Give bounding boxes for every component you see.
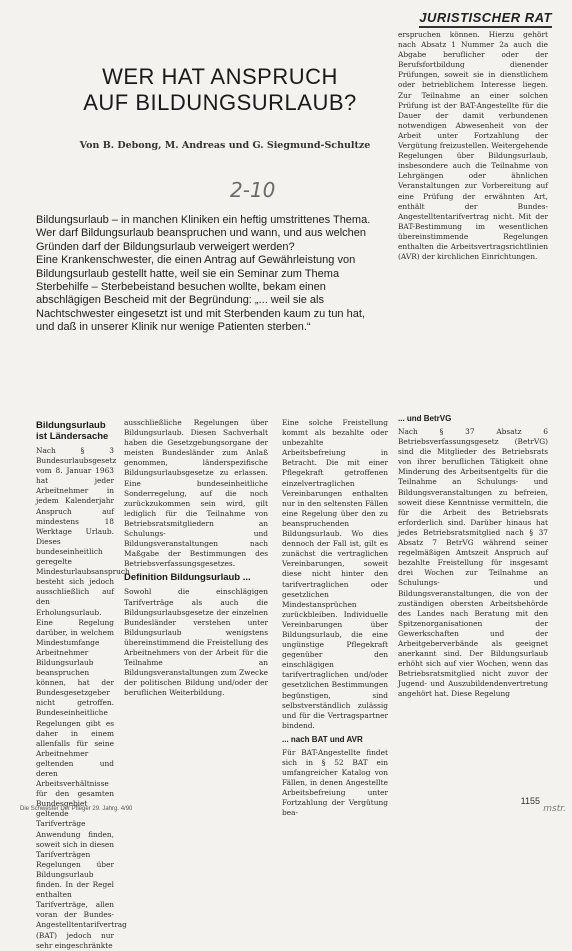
column-3: [282, 418, 388, 818]
article-authors: Von B. Debong, M. Andreas und G. Siegmund-Schultze: [79, 140, 371, 151]
article-title-line-2: AUF BILDUNGSURLAUB?: [83, 90, 357, 115]
article-lead: [36, 214, 384, 335]
subheading-bat-avr: ... nach BAT und AVR: [282, 734, 363, 744]
lead-intro: Bildungsurlaub – in manchen Kliniken ein heftig umstrittenes Thema. Wer darf Bildungsurlaub beanspruchen und wann, und aus welchen Gründen darf der Bildungsurlaub verweigert werden?: [36, 214, 371, 253]
article-title: [60, 64, 380, 116]
subheading-betrvg: ... und BetrVG: [398, 414, 452, 423]
lead-body: Eine Krankenschwester, die einen Antrag auf Gewährleistung von Bildungsurlaub gestellt hatte, weil sie ein Seminar zum Thema Sterbehilfe – Sterbebeistand besuchen wollte, bekam einen abschlägigen Bescheid mit der Begründung: „... weil sie als Nachtschwester eingesetzt ist und mit Sterbenden kaum zu tun hat, und daß in unserer Klinik nur wenige Patienten sterben.“: [36, 254, 365, 334]
subheading-definition: Definition Bildungsurlaub ...: [124, 572, 251, 584]
right-column-bottom: [398, 410, 548, 805]
page-number: 1155: [520, 796, 540, 806]
footer-source: Die Schwester Der Pfleger 29. Jahrg. 4/90: [20, 806, 133, 812]
column-2-text-a: ausschließliche Regelungen über Bildungsurlaub. Diesen Sachverhalt haben die Gesetzgebungsorgane der meisten Bundesländer zum Anlaß genommen, länderspezifische Bildungsurlaubsgesetze zu erlassen. Eine bundeseinheitliche Sonderregelung, auf die noch zurückzukommen sein wird, gilt lediglich für die Teilnahme von Betriebsratsmitgliedern an Schulungs- und Bildungsveranstaltungen nach Maßgabe der Bestimmungen des Betriebsverfassungsgesetzes.: [124, 418, 268, 569]
right-column-bottom-text: Nach § 37 Absatz 6 Betriebsverfassungsgesetz (BetrVG) sind die Mitglieder des Betriebsrats von ihrer beruflichen Tätigkeit ohne Minderung des Arbeitsentgelts für die Teilnahme an Schulungs- und Bildungsveranstaltungen zu befreien, soweit diese Kenntnisse vermitteln, die für die Arbeit des Betriebsrats erforderlich sind. Darüber hinaus hat jedes Betriebsratsmitglied nach § 37 Absatz 7 BetrVG während seiner regelmäßigen Amtszeit Anspruch auf bezahlte Freistellung für insgesamt drei Wochen zur Teilnahme an Schulungs- und Bildungsveranstaltungen, die von der zuständigen obersten Arbeitsbehörde des Landes nach Beratung mit den Spitzenorganisationen der Gewerkschaften und der Arbeitgeberverbände als geeignet anerkannt sind. Der Bildungsurlaub erhöht sich auf vier Wochen, wenn das Betriebsratsmitglied nicht zuvor der Jugend- und Auszubildendenvertretung angehört hat. Diese Regelung: [398, 427, 548, 699]
section-rubric: JURISTISCHER RAT: [419, 10, 552, 28]
handwritten-note: 2-10: [230, 178, 276, 202]
column-2-text-b: Sowohl die einschlägigen Tarifverträge als auch die Bildungsurlaubsgesetze der einzelnen Bundesländer verstehen unter Bildungsurlaub wenigstens übereinstimmend die Freistellung des Arbeitnehmers von der Arbeit für die Teilnahme an Bildungsveranstaltungen zum Zwecke der politischen Bildung und/oder der beruflichen Weiterbildung.: [124, 587, 268, 698]
column-3-text-a: Eine solche Freistellung kommt als bezahlte oder unbezahlte Arbeitsbefreiung in Betracht. Die mit einer Pflegekraft getroffenen einzelvertraglichen Vereinbarungen enthalten nur in den seltensten Fällen eine Regelung über den zu beanspruchenden Bildungsurlaub. Wo dies dennoch der Fall ist, gilt es zunächst die vertraglichen Vereinbarungen, soweit diese nicht hinter den tarifvertraglichen oder gesetzlichen Mindestansprüchen zurückbleiben. Individuelle Vereinbarungen über Bildungsurlaub, die eine ungünstige Pflegekraft gegenüber den einschlägigen tarifvertraglichen und/oder gesetzlichen Bestimmungen begünstigen, sind selbstverständlich zulässig und für die Vertragspartner bindend.: [282, 418, 388, 730]
column-3-text-b: Für BAT-Angestellte findet sich in § 52 BAT ein umfangreicher Katalog von Fällen, in denen Angestellte Arbeitsbefreiung unter Fortzahlung der Vergütung bea-: [282, 747, 388, 818]
right-column-top-text: erspruchen können. Hierzu gehört nach Absatz 1 Nummer 2a auch die Abgabe beruflicher oder der Berufsfortbildung dienender Prüfungen, soweit sie in dienstlichem oder betrieblichem Interesse liegen. Zur Teilnahme an einer solchen Prüfung ist der BAT-Angestellte für die Dauer der damit verbundenen notwendigen Abwesenheit von der Arbeit unter Fortzahlung der Vergütung freizustellen. Weitergehende Regelungen über Bildungsurlaub, insbesondere auch die Teilnahme von Lehrgängen oder ähnlichen Veranstaltungen zur Vorbereitung auf eine Prüfung der erwähnten Art, enthält der Bundes-Angestelltentarifvertrag nicht. Mit der BAT-Bestimmung im wesentlichen übereinstimmende Regelungen enthalten die Arbeitsvertragsrichtlinien (AVR) der kirchlichen Einrichtungen.: [398, 30, 548, 262]
margin-scribble: mstr.: [543, 804, 566, 814]
subheading-laendersache: Bildungsurlaub ist Ländersache: [36, 420, 109, 442]
column-2: [124, 418, 268, 806]
column-1-text: Nach § 3 Bundesurlaubsgesetz vom 8. Januar 1963 hat jeder Arbeitnehmer in jedem Kalenderjahr Anspruch auf mindestens 18 Werktage Urlaub. Dieses bundeseinheitlich geregelte Mindesturlaubsanspruch besteht sich jedoch ausschließlich auf den Erholungsurlaub. Eine Regelung darüber, in welchem Mindestumfange Arbeitnehmer Bildungsurlaub beanspruchen können, hat der Bundesgesetzgeber nicht getroffen. Bundeseinheitliche Regelungen gibt es daher in einem allenfalls für seine Arbeitnehmer geltenden und deren Arbeitsverhältnisse für den gesamten Bundesgebiet geltende Tarifverträge Anwendung finden, soweit sich in diesen Tarifverträgen Regelungen über Bildungsurlaub finden. In der Regel enthalten Tarifverträge, allen voran der Bundes-Angestelltentarifvertrag (BAT) jedoch nur sehr eingeschränkte: [36, 446, 130, 950]
article-title-line-1: WER HAT ANSPRUCH: [102, 64, 338, 89]
right-column-top: [398, 30, 548, 398]
